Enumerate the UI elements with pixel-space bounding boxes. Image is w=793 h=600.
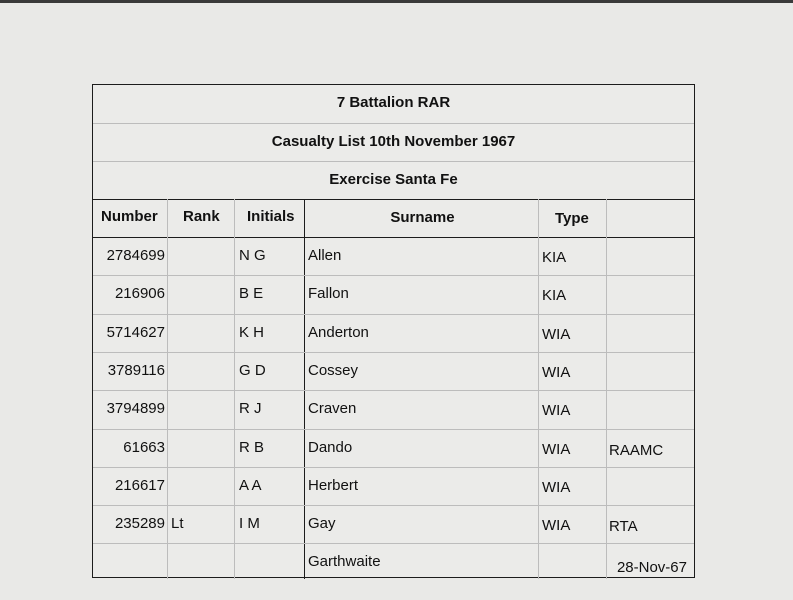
cell-initials: I M <box>239 515 260 533</box>
column-divider <box>606 199 607 579</box>
cell-number: 2784699 <box>106 247 165 264</box>
cell-number: 5714627 <box>106 323 165 341</box>
cell-type: KIA <box>542 249 567 266</box>
row-divider <box>93 543 694 544</box>
column-header-rank: Rank <box>183 208 220 225</box>
casualty-table <box>92 84 695 578</box>
cell-surname: Garthwaite <box>308 553 381 571</box>
battalion-title: 7 Battalion RAR <box>336 94 451 111</box>
cell-initials: K H <box>239 323 265 341</box>
cell-number: 3794899 <box>106 400 165 418</box>
column-header-type: Type <box>555 210 589 227</box>
cell-initials: G D <box>239 361 266 379</box>
cell-note: RAAMC <box>609 441 664 459</box>
row-divider <box>93 467 694 468</box>
cell-number: 216617 <box>114 476 165 494</box>
cell-number: 216906 <box>114 285 165 303</box>
row-divider <box>93 390 694 391</box>
column-divider <box>538 199 539 579</box>
list-title: Casualty List 10th November 1967 <box>271 133 516 150</box>
column-divider <box>167 199 168 579</box>
header-bottom-border <box>93 237 694 238</box>
column-header-surname: Surname <box>390 209 455 226</box>
cell-type: WIA <box>542 325 571 343</box>
cell-type: KIA <box>542 287 567 305</box>
column-divider <box>304 199 305 579</box>
cell-initials: R J <box>239 400 262 418</box>
top-edge-line <box>0 0 793 3</box>
cell-surname: Anderton <box>308 323 369 341</box>
cell-rank: Lt <box>171 515 184 533</box>
cell-number: 61663 <box>123 438 165 456</box>
column-divider <box>234 199 235 579</box>
title-divider <box>93 123 694 124</box>
cell-type: WIA <box>542 517 571 535</box>
cell-initials: R B <box>239 438 265 456</box>
row-divider <box>93 275 694 276</box>
row-divider <box>93 429 694 430</box>
cell-surname: Gay <box>308 515 336 533</box>
cell-type: WIA <box>542 363 571 381</box>
row-divider <box>93 505 694 506</box>
column-header-initials: Initials <box>247 208 295 225</box>
cell-surname: Herbert <box>308 476 359 494</box>
cell-surname: Craven <box>308 400 357 418</box>
cell-type: WIA <box>542 402 571 420</box>
cell-initials: A A <box>239 476 262 494</box>
cell-number: 235289 <box>114 515 165 533</box>
row-divider <box>93 352 694 353</box>
cell-type: WIA <box>542 478 571 496</box>
cell-surname: Cossey <box>308 361 359 379</box>
exercise-title: Exercise Santa Fe <box>329 171 458 188</box>
cell-surname: Fallon <box>308 285 349 303</box>
column-header-number: Number <box>101 208 158 225</box>
cell-note: RTA <box>609 518 638 536</box>
cell-initials: N G <box>239 247 266 264</box>
cell-type: WIA <box>542 440 571 458</box>
cell-surname: Dando <box>308 438 353 456</box>
cell-surname: Allen <box>308 247 342 264</box>
title-divider <box>93 161 694 162</box>
cell-note: 28-Nov-67 <box>616 559 687 577</box>
cell-initials: B E <box>239 285 264 303</box>
cell-number: 3789116 <box>107 361 165 379</box>
row-divider <box>93 314 694 315</box>
header-top-border <box>93 199 694 200</box>
